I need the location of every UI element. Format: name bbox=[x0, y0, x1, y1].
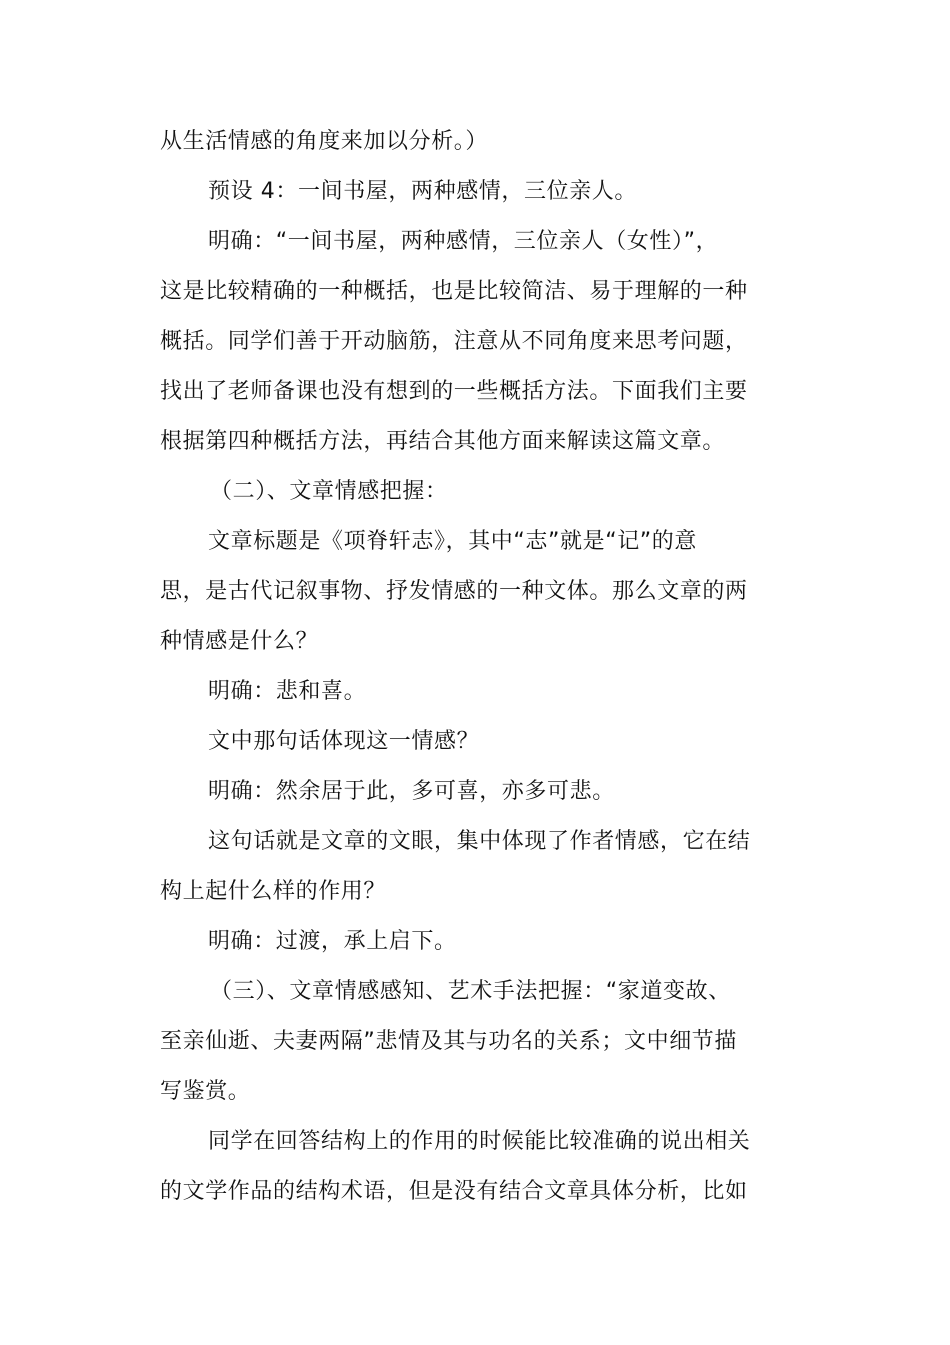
paragraph-line: 这是比较精确的一种概括，也是比较简洁、易于理解的一种 bbox=[160, 279, 748, 304]
section-heading: （二）、文章情感把握： bbox=[210, 479, 448, 504]
paragraph-line: 至亲仙逝、夫妻两隔”悲情及其与功名的关系；文中细节描 bbox=[160, 1029, 737, 1054]
paragraph-line: 从生活情感的角度来加以分析。） bbox=[160, 129, 489, 154]
section-heading: （三）、文章情感感知、艺术手法把握：“家道变故、 bbox=[210, 979, 731, 1004]
paragraph-line: 的文学作品的结构术语，但是没有结合文章具体分析，比如 bbox=[160, 1179, 748, 1204]
paragraph-line: 文中那句话体现这一情感？ bbox=[208, 729, 480, 754]
paragraph-line: 根据第四种概括方法，再结合其他方面来解读这篇文章。 bbox=[160, 429, 726, 454]
paragraph-line: 思，是古代记叙事物、抒发情感的一种文体。那么文章的两 bbox=[160, 579, 748, 604]
paragraph-line: 明确：过渡，承上启下。 bbox=[208, 929, 457, 954]
paragraph-line: 预设 4：一间书屋，两种感情，三位亲人。 bbox=[208, 179, 637, 204]
paragraph-line: 同学在回答结构上的作用的时候能比较准确的说出相关 bbox=[208, 1129, 751, 1154]
paragraph-line: 明确：悲和喜。 bbox=[208, 679, 367, 704]
paragraph-line: 找出了老师备课也没有想到的一些概括方法。下面我们主要 bbox=[160, 379, 748, 404]
paragraph-line: 明确：然余居于此，多可喜，亦多可悲。 bbox=[208, 779, 615, 804]
paragraph-line: 构上起什么样的作用？ bbox=[160, 879, 387, 904]
paragraph-line: 种情感是什么？ bbox=[160, 629, 319, 654]
paragraph-line: 明确：“一间书屋，两种感情，三位亲人（女性）”， bbox=[208, 229, 719, 254]
paragraph-line: 写鉴赏。 bbox=[160, 1079, 251, 1104]
paragraph-line: 这句话就是文章的文眼，集中体现了作者情感，它在结 bbox=[208, 829, 751, 854]
paragraph-line: 概括。同学们善于开动脑筋，注意从不同角度来思考问题， bbox=[160, 329, 748, 354]
paragraph-line: 文章标题是《项脊轩志》，其中“志”就是“记”的意 bbox=[208, 529, 697, 554]
